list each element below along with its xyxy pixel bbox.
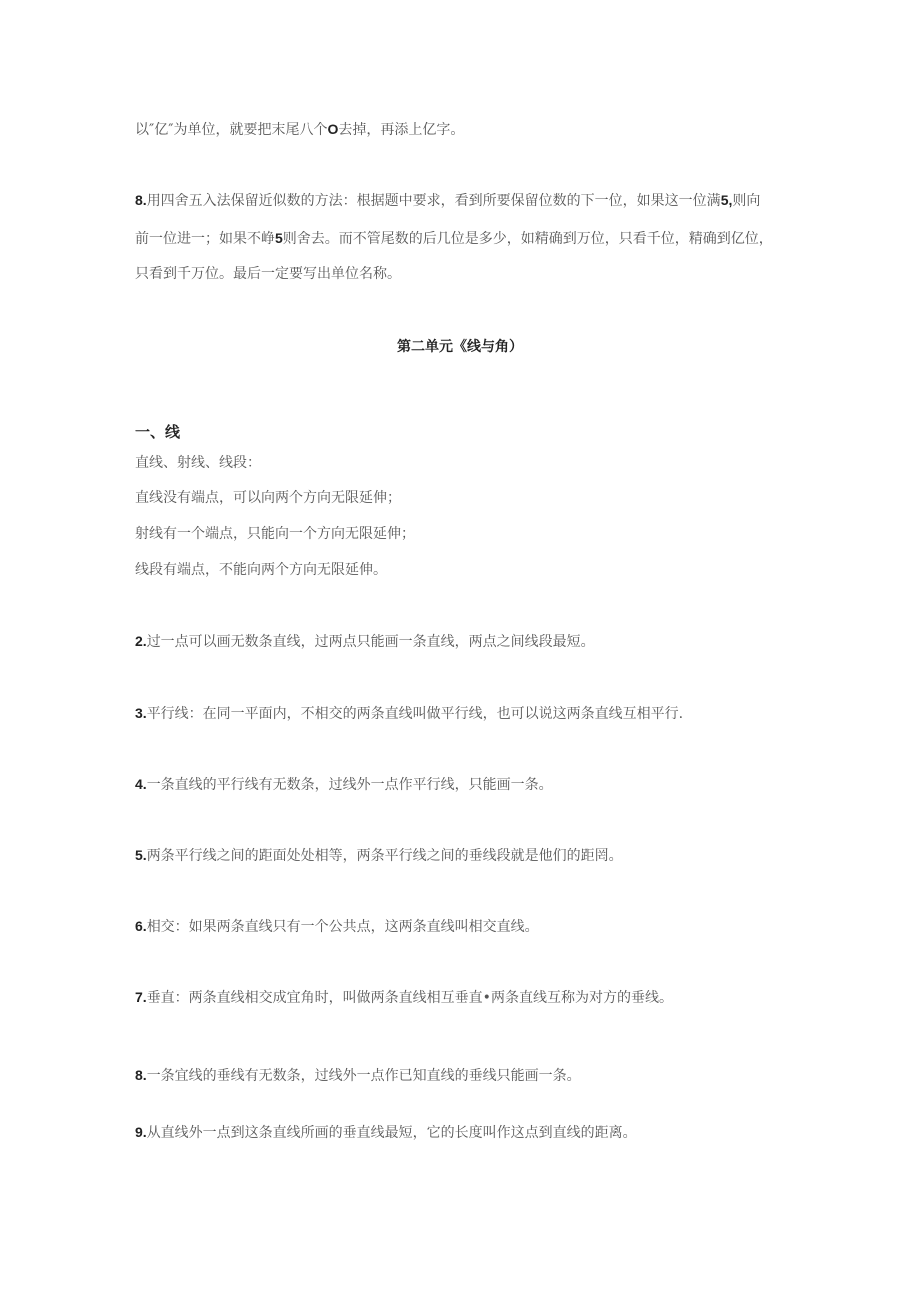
- item-text: 则舍去。而不管尾数的后几位是多少，如精确到万位，只看千位，精确到亿位，: [282, 231, 773, 247]
- intro-zero: O: [327, 121, 339, 137]
- item-text: 前一位进一；如果不峥: [135, 231, 275, 247]
- list-item: [135, 1122, 795, 1143]
- item-text: 用四舍五入法保留近似数的方法：根据题中要求，看到所要保留位数的下一位，如果这一位满: [146, 193, 721, 209]
- list-item: [135, 774, 795, 795]
- item-8-unit1-line1: [135, 190, 795, 211]
- item-number: 5.: [135, 847, 147, 863]
- item-text: 则向: [732, 193, 761, 209]
- intro-paragraph: [135, 119, 795, 140]
- section-sub-4: 线段有端点，不能向两个方向无限延伸。: [135, 562, 387, 578]
- item-number: 3.: [135, 705, 147, 721]
- item-text: 两条平行线之间的距面处处相等，两条平行线之间的垂线段就是他们的距罔。: [146, 848, 623, 864]
- item-text: 从直线外一点到这条直线所画的垂直线最短，它的长度叫作这点到直线的距离。: [146, 1125, 637, 1141]
- item-number: 8.: [135, 192, 147, 208]
- unit-2-title: 第二单元《线与角）: [397, 339, 523, 355]
- item-text: 垂直：两条直线相交成宜角时，叫做两条直线相互垂直•两条直线互称为对方的垂线。: [146, 990, 673, 1006]
- section-heading: 一、线: [135, 423, 181, 441]
- item-text: 只看到千万位。最后一定要写出单位名称。: [135, 266, 401, 282]
- intro-text-a: 以″亿″为单位，就要把末尾八个: [135, 122, 328, 138]
- list-item: [135, 987, 795, 1008]
- list-item: [135, 916, 795, 937]
- item-five: 5: [275, 230, 283, 246]
- item-number: 6.: [135, 918, 147, 934]
- section-sub-3: 射线有一个端点，只能向一个方向无限延伸；: [135, 526, 415, 542]
- list-item: [135, 845, 795, 866]
- item-8-unit1-line2: [135, 228, 795, 249]
- item-8-unit1-line3: [135, 264, 795, 284]
- item-text: 相交：如果两条直线只有一个公共点，这两条直线叫相交直线。: [146, 919, 539, 935]
- section-sub-1: 直线、射线、线段：: [135, 455, 261, 471]
- item-text: 平行线：在同一平面内，不相交的两条直线叫做平行线，也可以说这两条直线互相平行.: [146, 706, 684, 722]
- intro-text-b: 去掉，再添上亿字。: [338, 122, 465, 138]
- section-sub-2: 直线没有端点，可以向两个方向无限延伸；: [135, 490, 401, 506]
- item-text: 一条直线的平行线有无数条，过线外一点作平行线，只能画一条。: [146, 777, 553, 793]
- list-item: [135, 703, 795, 724]
- item-number: 7.: [135, 989, 147, 1005]
- list-item: [135, 631, 795, 652]
- item-five: 5,: [720, 192, 733, 208]
- item-text: 一条宜线的垂线有无数条，过线外一点作已知直线的垂线只能画一条。: [146, 1068, 581, 1084]
- item-text: 过一点可以画无数条直线，过两点只能画一条直线，两点之间线段最短。: [146, 634, 595, 650]
- item-number: 2.: [135, 633, 147, 649]
- item-number: 4.: [135, 776, 147, 792]
- item-number: 8.: [135, 1067, 147, 1083]
- item-number: 9.: [135, 1124, 147, 1140]
- list-item: [135, 1065, 795, 1086]
